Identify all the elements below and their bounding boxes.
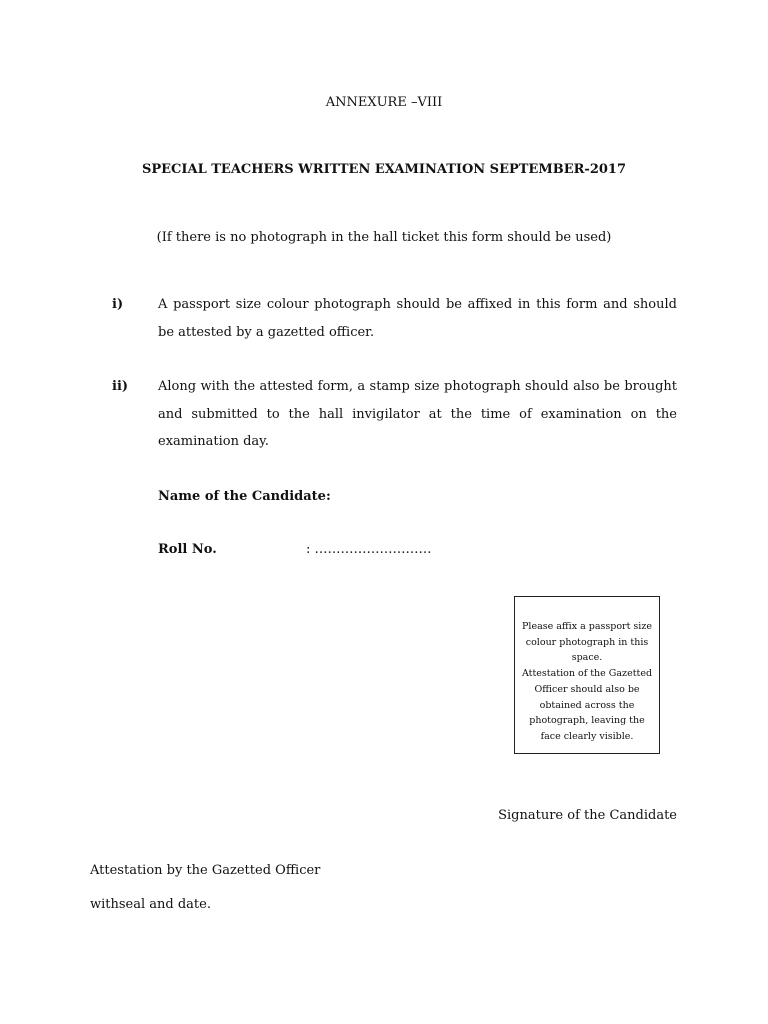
instruction-number: ii) (112, 379, 129, 394)
photo-instruction-line: photograph, leaving the (529, 715, 645, 727)
usage-note: (If there is no photograph in the hall ticket this form should be used) (156, 230, 612, 245)
candidate-signature-label: Signature of the Candidate (498, 808, 677, 823)
photo-instruction-line: space. (571, 652, 603, 664)
photo-instruction-line: colour photograph in this (525, 636, 649, 648)
seal-date-label: withseal and date. (90, 897, 211, 912)
document-title: SPECIAL TEACHERS WRITTEN EXAMINATION SEPTEMBER-2017 (141, 162, 627, 177)
photo-instruction-line: Officer should also be (534, 683, 640, 695)
photo-instruction-line: Please affix a passport size (522, 621, 652, 632)
roll-number-label: Roll No. (158, 542, 217, 557)
photo-instruction-line: face clearly visible. (540, 730, 634, 742)
photo-placeholder-box (514, 596, 660, 754)
roll-number-field[interactable]: : ……………………… (306, 542, 432, 557)
annexure-heading: ANNEXURE –VIII (325, 95, 443, 110)
photo-instruction-line: obtained across the (539, 699, 635, 711)
instruction-text: Along with the attested form, a stamp size photograph should also be brought and submitted to the hall invigilator at the time of examination on the examination day. (158, 379, 677, 449)
candidate-name-label: Name of the Candidate: (158, 489, 331, 504)
instruction-text: A passport size colour photograph should be affixed in this form and should be attested by a gazetted officer. (158, 297, 677, 340)
instruction-number: i) (112, 297, 124, 312)
photo-instruction-line: Attestation of the Gazetted (521, 668, 653, 680)
attestation-label: Attestation by the Gazetted Officer (90, 863, 321, 878)
